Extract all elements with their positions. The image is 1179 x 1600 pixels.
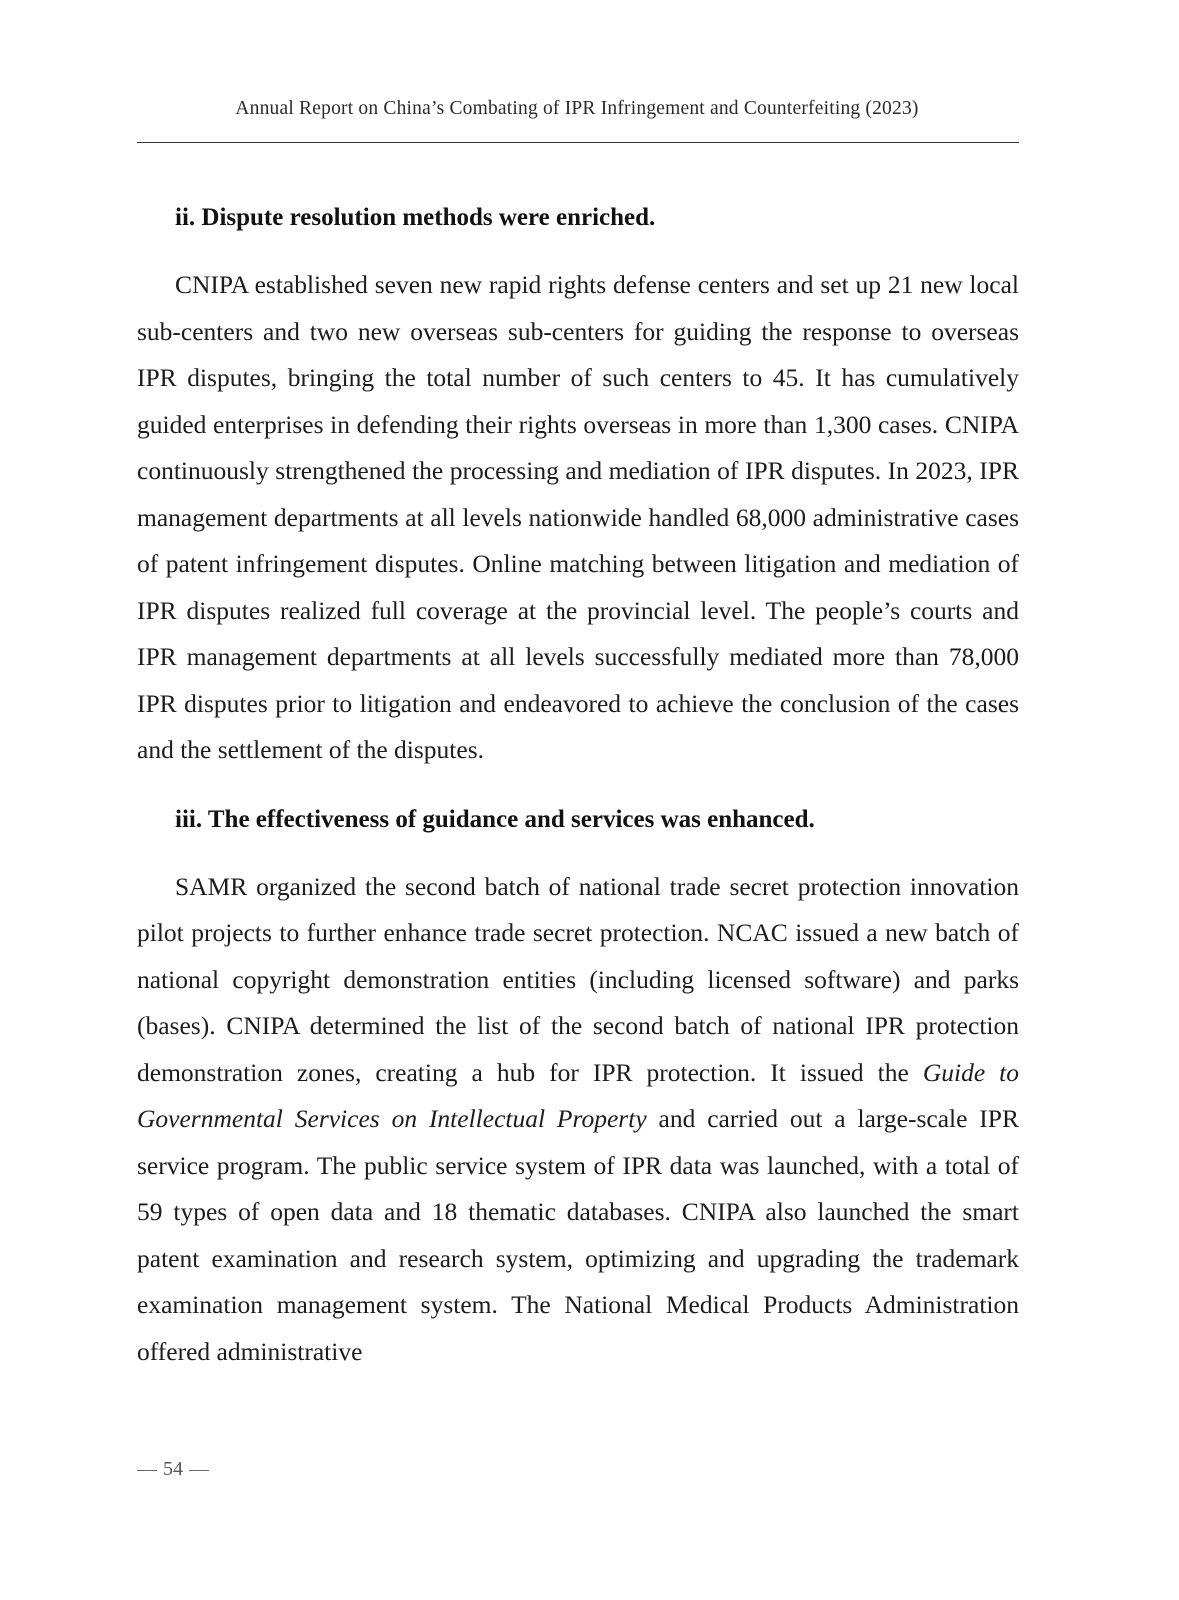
running-header: Annual Report on China’s Combating of IPR Infringement and Counterfeiting (2023) <box>235 98 919 119</box>
paragraph-dispute-resolution: CNIPA established seven new rapid rights defense centers and set up 21 new local sub-centers and two new overseas sub-centers for guiding the response to overseas IPR disputes, bringing the total number of such centers to 45. It has cumulatively guided enterprises in defending their rights overseas in more than 1,300 cases. CNIPA continuously strengthened the processing and mediation of IPR disputes. In 2023, IPR management departments at all levels nationwide handled 68,000 administrative cases of patent infringement disputes. Online matching between litigation and mediation of IPR disputes realized full coverage at the provincial level. The people’s courts and IPR management departments at all levels successfully mediated more than 78,000 IPR disputes prior to litigation and endeavored to achieve the conclusion of the cases and the settlement of the disputes. <box>137 270 1019 764</box>
paragraph-guidance-services <box>137 864 1019 1376</box>
page-number-dash-left <box>137 1470 157 1471</box>
paragraph-text-part-2: and carried out a large-scale IPR service program. The public service system of IPR data was launched, with a total of 59 types of open data and 18 thematic databases. CNIPA also launched the smart patent examination and research system, optimizing and upgrading the trademark examination management system. The National Medical Products Administration offered administrative <box>137 1104 1019 1366</box>
section-heading-dispute-resolution: ii. Dispute resolution methods were enriched. <box>175 204 656 231</box>
page-number-dash-right <box>189 1470 209 1471</box>
page-body <box>137 195 1019 1375</box>
page-number <box>137 1458 215 1481</box>
italic-document-title: Guide to Governmental Services on Intellectual Property <box>137 1057 1019 1133</box>
paragraph-text-part-1: SAMR organized the second batch of national trade secret protection innovation pilot projects to further enhance trade secret protection. NCAC issued a new batch of national copyright demonstration entities (including licensed software) and parks (bases). CNIPA determined the list of the second batch of national IPR protection demonstration zones, creating a hub for IPR protection. It issued the <box>137 871 1019 1087</box>
header-divider <box>137 142 1019 143</box>
section-heading-guidance-services: iii. The effectiveness of guidance and services was enhanced. <box>175 805 815 833</box>
page-number-value: 54 <box>163 1458 183 1480</box>
